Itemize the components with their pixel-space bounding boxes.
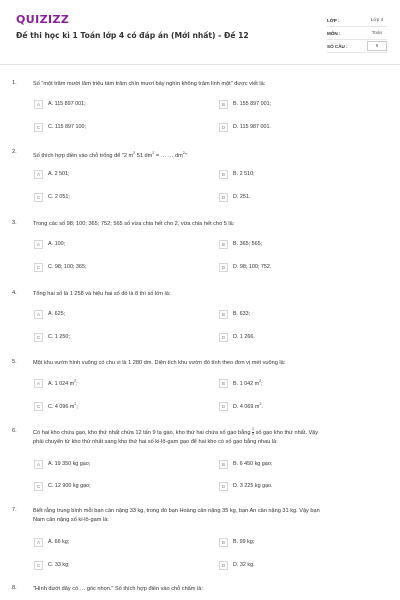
- option-letter-box: C: [34, 193, 43, 202]
- question-number: 8.: [12, 585, 17, 591]
- text-segment: Nam cân nặng số ki-lô-gam là:: [33, 517, 109, 523]
- question-text: [33, 428, 385, 447]
- option-a[interactable]: [34, 309, 65, 319]
- option-suffix: ;: [76, 380, 78, 387]
- option-letter-box: D: [219, 482, 228, 491]
- option-text: [48, 379, 78, 387]
- option-letter-box: A: [34, 379, 43, 388]
- option-text: D. 1 266.: [233, 334, 255, 340]
- option-text: C. 1 250;: [48, 334, 70, 340]
- option-text: B. 6 450 kg gạo;: [233, 461, 273, 467]
- superscript: 2: [259, 379, 262, 384]
- quizizz-logo: QUIZIZZ: [16, 13, 70, 26]
- option-letter-box: B: [219, 170, 228, 179]
- option-b[interactable]: [219, 169, 255, 179]
- option-d[interactable]: [219, 192, 250, 202]
- option-letter-box: D: [219, 402, 228, 411]
- meta-row-grade: [327, 14, 387, 27]
- option-b[interactable]: [219, 459, 272, 469]
- option-a[interactable]: [34, 99, 86, 109]
- option-letter-box: B: [219, 240, 228, 249]
- option-letter-box: B: [219, 379, 228, 388]
- option-letter-box: A: [34, 460, 43, 469]
- question-text: [33, 507, 385, 525]
- page-title: Đề thi học kì 1 Toán lớp 4 có đáp án (Mới nhất) - Đề 12: [16, 31, 249, 40]
- question-number: 7.: [12, 507, 17, 513]
- option-suffix: .: [261, 403, 263, 410]
- option-text: D. 98; 100; 752.: [233, 264, 272, 270]
- superscript: 2: [133, 151, 136, 155]
- meta-row-question-count: [327, 40, 387, 53]
- option-letter-box: D: [219, 193, 228, 202]
- option-a[interactable]: [34, 169, 70, 179]
- option-suffix: ;: [76, 403, 78, 410]
- text-segment: = … … dm: [154, 152, 183, 159]
- option-c[interactable]: [34, 122, 86, 132]
- option-letter-box: C: [34, 123, 43, 132]
- option-value: C. 4 096 m: [48, 403, 75, 410]
- option-letter-box: A: [34, 170, 43, 179]
- option-text: B. 99 kg;: [233, 539, 255, 545]
- text-segment: phải chuyển từ kho thứ nhất sang kho thứ hai số ki-lô-gam gạo để hai kho có số gạo bằng nhau là:: [33, 438, 278, 445]
- meta-value: Lớp 4: [370, 17, 384, 23]
- question-text: Tổng hai số là 1 258 và hiệu hai số đó là 8 thì số lớn là:: [33, 291, 171, 297]
- option-letter-box: B: [219, 460, 228, 469]
- option-text: [233, 379, 263, 387]
- option-text: [233, 402, 263, 410]
- option-text: C. 33 kg;: [48, 562, 70, 568]
- text-segment: 51 dm: [135, 152, 153, 159]
- option-value: A. 1 024 m: [48, 380, 75, 387]
- question-number: 4.: [12, 290, 17, 296]
- option-letter-box: A: [34, 240, 43, 249]
- text-segment: Có hai kho chứa gạo, kho thứ nhất chứa 12 tấn 9 tạ gạo, kho thứ hai chứa số gạo bằng: [33, 429, 253, 436]
- question-text: [33, 149, 385, 161]
- option-letter-box: D: [219, 263, 228, 272]
- option-a[interactable]: [34, 459, 90, 469]
- meta-panel: [327, 14, 387, 53]
- option-d[interactable]: [219, 560, 255, 570]
- superscript: 2: [74, 402, 77, 407]
- option-letter-box: B: [219, 310, 228, 319]
- meta-value: Toán: [371, 30, 383, 36]
- option-text: A. 100;: [48, 241, 66, 247]
- option-letter-box: C: [34, 333, 43, 342]
- option-text: A. 115 897 001;: [48, 101, 86, 107]
- question-text: Số "một trăm mười lăm triệu tám trăm chín mươi bảy nghìn không trăm linh một" được viết là:: [33, 81, 266, 87]
- option-letter-box: D: [219, 123, 228, 132]
- option-suffix: ;: [261, 380, 263, 387]
- option-letter-box: A: [34, 310, 43, 319]
- option-value: B. 1 042 m: [233, 380, 260, 387]
- header-divider: [0, 64, 400, 65]
- option-text: C. 2 051;: [48, 194, 70, 200]
- option-text: D. 32 kg.: [233, 562, 255, 568]
- question-text: "Hình dưới đây có … góc nhọn." Số thích hợp điền vào chỗ chấm là:: [33, 586, 203, 592]
- option-text: A. 66 kg;: [48, 539, 70, 545]
- option-text: C. 12 900 kg gạo;: [48, 483, 91, 489]
- option-a[interactable]: [34, 378, 78, 388]
- text-segment: số gạo kho thứ nhất. Vậy: [254, 429, 319, 436]
- option-letter-box: C: [34, 263, 43, 272]
- option-c[interactable]: [34, 481, 91, 491]
- meta-label: SỐ CÂU :: [327, 43, 348, 49]
- option-b[interactable]: [219, 309, 250, 319]
- option-text: D. 115 987 001.: [233, 124, 271, 130]
- meta-label: MÔN :: [327, 30, 341, 36]
- option-text: A. 625;: [48, 311, 66, 317]
- question-number: 2.: [12, 149, 17, 155]
- option-text: C. 98; 100; 365;: [48, 264, 87, 270]
- option-letter-box: B: [219, 100, 228, 109]
- option-text: B. 365; 565;: [233, 241, 263, 247]
- fraction-numerator: 1: [252, 427, 255, 431]
- option-c[interactable]: [34, 192, 70, 202]
- option-a[interactable]: [34, 537, 69, 547]
- text-segment: Biết rằng trung bình mỗi bạn cân nặng 33 kg, trong đó bạn Hoàng cân nặng 35 kg, bạn An cân nặng 31 kg. Vậy bạn: [33, 508, 320, 514]
- question-number: 5.: [12, 359, 17, 365]
- option-text: B. 2 510;: [233, 171, 255, 177]
- option-b[interactable]: [219, 537, 254, 547]
- option-text: B. 633;: [233, 311, 251, 317]
- option-d[interactable]: [219, 401, 263, 411]
- question-text: Trong các số 98; 100; 365; 752; 565 số vừa chia hết cho 2, vừa chia hết cho 5 là:: [33, 221, 235, 227]
- option-d[interactable]: [219, 262, 271, 272]
- option-text: D. 251.: [233, 194, 251, 200]
- option-text: D. 3 225 kg gạo.: [233, 483, 273, 489]
- option-c[interactable]: [34, 560, 70, 570]
- option-value: D. 4 069 m: [233, 403, 260, 410]
- option-letter-box: B: [219, 538, 228, 547]
- superscript: 2: [182, 151, 185, 155]
- option-text: C. 115 897 100;: [48, 124, 86, 130]
- option-text: A. 2 501;: [48, 171, 70, 177]
- option-text: B. 155 897 001;: [233, 101, 272, 107]
- option-letter-box: A: [34, 538, 43, 547]
- option-letter-box: D: [219, 561, 228, 570]
- meta-value: 9: [367, 41, 387, 51]
- option-b[interactable]: [219, 378, 263, 388]
- question-number: 1.: [12, 80, 17, 86]
- option-c[interactable]: [34, 262, 86, 272]
- option-c[interactable]: [34, 401, 78, 411]
- question-text: Một khu vườn hình vuông có chu vi là 1 280 dm. Diện tích khu vườn đó tính theo đơn vị mét vuông là:: [33, 360, 286, 366]
- option-d[interactable]: [219, 332, 255, 342]
- option-letter-box: C: [34, 561, 43, 570]
- option-letter-box: D: [219, 333, 228, 342]
- option-d[interactable]: [219, 481, 273, 491]
- option-a[interactable]: [34, 239, 65, 249]
- superscript: 2: [74, 379, 77, 384]
- meta-label: LỚP :: [327, 17, 340, 23]
- superscript: 2: [259, 402, 262, 407]
- text-segment: Số thích hợp điền vào chỗ trống để "2 m: [33, 152, 134, 159]
- option-text: A. 19 350 kg gạo;: [48, 461, 91, 467]
- fraction-denominator: 2: [252, 431, 255, 436]
- option-b[interactable]: [219, 99, 271, 109]
- option-b[interactable]: [219, 239, 262, 249]
- option-c[interactable]: [34, 332, 70, 342]
- meta-row-subject: [327, 27, 387, 40]
- option-text: [48, 402, 78, 410]
- question-number: 3.: [12, 220, 17, 226]
- question-number: 6.: [12, 428, 17, 434]
- superscript: 2: [152, 151, 155, 155]
- option-d[interactable]: [219, 122, 271, 132]
- option-letter-box: A: [34, 100, 43, 109]
- option-letter-box: C: [34, 402, 43, 411]
- text-segment: ": [184, 152, 187, 159]
- option-letter-box: C: [34, 482, 43, 491]
